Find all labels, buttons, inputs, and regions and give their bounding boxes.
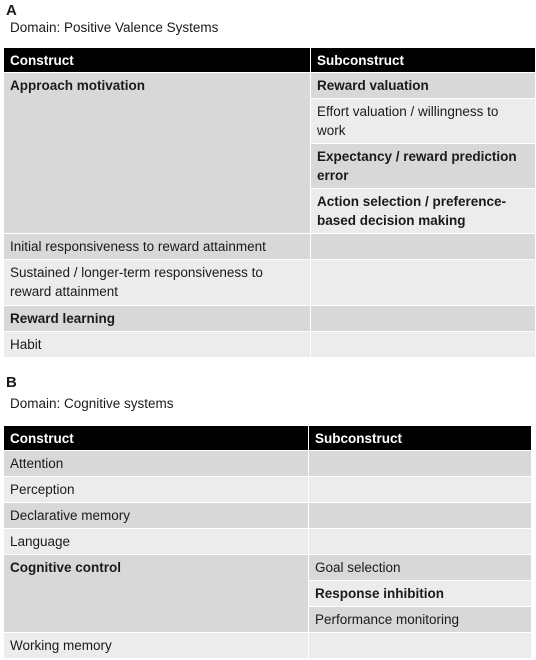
subconstruct-label [315, 451, 525, 457]
subconstruct-cell [311, 73, 536, 99]
subconstruct-label: Goal selection [315, 560, 401, 575]
construct-label: Declarative memory [10, 508, 131, 523]
construct-cell [4, 451, 309, 477]
construct-cell [4, 260, 311, 306]
subconstruct-cell [311, 99, 536, 144]
table-header-row [4, 426, 532, 451]
table-row [4, 451, 532, 477]
construct-cell [4, 633, 309, 659]
subconstruct-column-header: Subconstruct [311, 48, 536, 73]
table-row [4, 234, 536, 260]
subconstruct-label [317, 332, 529, 338]
construct-label: Approach motivation [10, 78, 146, 93]
subconstruct-label [317, 306, 529, 312]
subconstruct-column-header: Subconstruct [309, 426, 532, 451]
construct-column-header: Construct [4, 48, 311, 73]
subconstruct-cell [311, 144, 536, 189]
construct-cell [4, 306, 311, 332]
construct-label: Attention [10, 456, 64, 471]
panel-b-domain-label: Domain: Cognitive systems [10, 396, 174, 411]
construct-cell [4, 73, 311, 234]
subconstruct-label [315, 529, 525, 535]
construct-cell [4, 234, 311, 260]
construct-cell [4, 332, 311, 358]
construct-cell [4, 555, 309, 633]
subconstruct-cell [311, 260, 536, 306]
subconstruct-label: Expectancy / reward prediction error [317, 149, 517, 183]
construct-label: Reward learning [10, 311, 116, 326]
subconstruct-cell [309, 529, 532, 555]
construct-label: Perception [10, 482, 75, 497]
construct-cell [4, 529, 309, 555]
construct-label: Cognitive control [10, 560, 121, 575]
subconstruct-cell [309, 607, 532, 633]
subconstruct-label [315, 503, 525, 509]
construct-cell [4, 477, 309, 503]
panel-a-letter: A [6, 2, 17, 19]
table-row [4, 477, 532, 503]
subconstruct-cell [309, 633, 532, 659]
subconstruct-label: Action selection / preference-based decision making [317, 194, 507, 228]
subconstruct-label: Response inhibition [315, 586, 445, 601]
subconstruct-label: Reward valuation [317, 78, 429, 93]
subconstruct-cell [309, 555, 532, 581]
panel-b-table [3, 425, 532, 659]
subconstruct-cell [309, 503, 532, 529]
construct-label: Working memory [10, 638, 112, 653]
subconstruct-cell [311, 189, 536, 234]
subconstruct-cell [311, 306, 536, 332]
construct-cell [4, 503, 309, 529]
subconstruct-cell [309, 451, 532, 477]
subconstruct-label [317, 260, 529, 266]
subconstruct-cell [311, 234, 536, 260]
subconstruct-label [317, 234, 529, 240]
panel-a-table [3, 47, 536, 358]
table-row [4, 503, 532, 529]
subconstruct-label: Effort valuation / willingness to work [317, 104, 499, 138]
table-row [4, 73, 536, 99]
table-row [4, 260, 536, 306]
table-header-row [4, 48, 536, 73]
table-row [4, 633, 532, 659]
subconstruct-cell [311, 332, 536, 358]
panel-b-letter: B [6, 374, 17, 391]
construct-label: Sustained / longer-term responsiveness to reward attainment [10, 265, 263, 299]
table-row [4, 306, 536, 332]
subconstruct-cell [309, 581, 532, 607]
table-row [4, 332, 536, 358]
panel-a-domain-label: Domain: Positive Valence Systems [10, 20, 219, 35]
construct-label: Habit [10, 337, 42, 352]
subconstruct-label: Performance monitoring [315, 612, 460, 627]
subconstruct-cell [309, 477, 532, 503]
construct-column-header: Construct [4, 426, 309, 451]
table-row [4, 555, 532, 581]
subconstruct-label [315, 633, 525, 639]
construct-label: Initial responsiveness to reward attainment [10, 239, 266, 254]
table-row [4, 529, 532, 555]
subconstruct-label [315, 477, 525, 483]
construct-label: Language [10, 534, 71, 549]
